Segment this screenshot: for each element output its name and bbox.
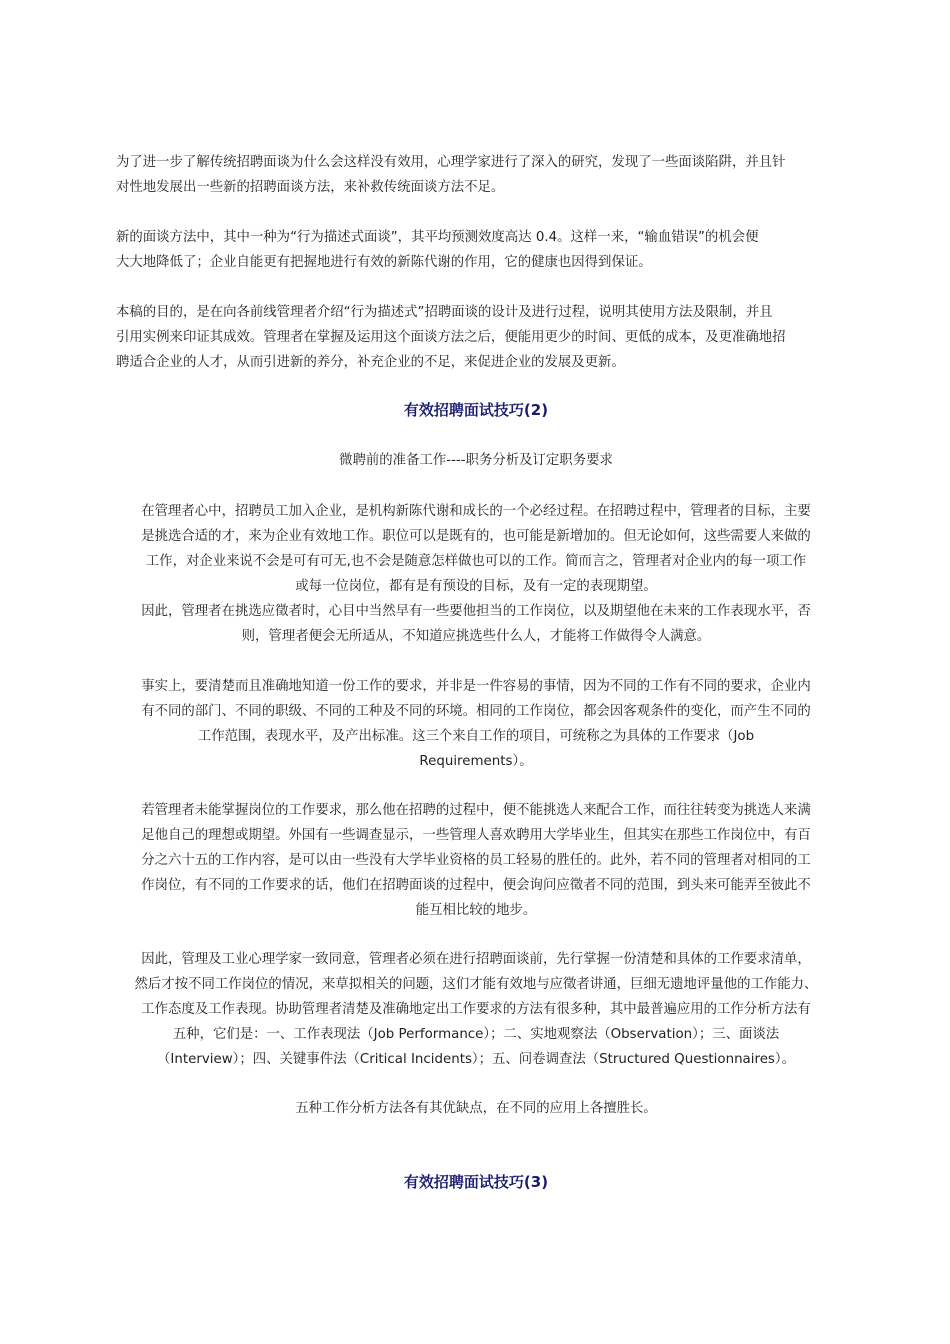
text-line: 则，管理者便会无所适从，不知道应挑选些什么人，才能将工作做得令人满意。 <box>241 629 711 644</box>
text-line: 分之六十五的工作内容，是可以由一些没有大学毕业资格的员工轻易的胜任的。此外，若不同的管理者对相同的工 <box>141 853 811 868</box>
paragraph-analysis-methods <box>116 947 836 1072</box>
text-line: （Interview）；四、关键事件法（Critical Incidents）；五、问卷调查法（Structured Questionnaires）。 <box>157 1052 795 1067</box>
paragraph-purpose <box>116 300 836 375</box>
text-line: 因此，管理及工业心理学家一致同意，管理者必须在进行招聘面谈前，先行掌握一份清楚和具体的工作要求清单， <box>141 952 811 967</box>
text-line: 有不同的部门、不同的职级、不同的工种及不同的环境。相同的工作岗位，都会因客观条件的变化，而产生不同的 <box>141 704 811 719</box>
paragraph-job-requirements <box>116 674 836 774</box>
section-heading: 有效招聘面试技巧(3) <box>403 1173 549 1191</box>
text-line: 在管理者心中，招聘员工加入企业，是机构新陈代谢和成长的一个必经过程。在招聘过程中，管理者的目标，主要 <box>141 504 811 519</box>
text-line: 是挑选合适的才，来为企业有效地工作。职位可以是既有的，也可能是新增加的。但无论如何，这些需要人来做的 <box>141 529 811 544</box>
text-line: 本稿的目的，是在向各前线管理者介绍“行为描述式”招聘面谈的设计及进行过程，说明其使用方法及限制，并且 <box>116 305 773 320</box>
text-line: 工作态度及工作表现。协助管理者清楚及准确地定出工作要求的方法有很多种，其中最普遍应用的工作分析方法有 <box>141 1002 811 1017</box>
text-line: 或每一位岗位，都有是有预设的目标，及有一定的表现期望。 <box>295 579 657 594</box>
text-line: 对性地发展出一些新的招聘面谈方法，来补救传统面谈方法不足。 <box>116 180 505 195</box>
text-line: 新的面谈方法中，其中一种为“行为描述式面谈”，其平均预测效度高达 0.4。这样一来，“输血错误”的机会便 <box>116 230 759 245</box>
paragraph-intro <box>116 150 836 200</box>
text-line: 五种工作分析方法各有其优缺点，在不同的应用上各擅胜长。 <box>295 1101 657 1116</box>
text-line: 作岗位，有不同的工作要求的话，他们在招聘面谈的过程中，便会询问应徵者不同的范围，到头来可能弄至彼此不 <box>141 878 811 893</box>
text-line: 为了进一步了解传统招聘面谈为什么会这样没有效用，心理学家进行了深入的研究，发现了一些面谈陷阱，并且针 <box>116 155 786 170</box>
text-line: 大大地降低了；企业自能更有把握地进行有效的新陈代谢的作用，它的健康也因得到保证。 <box>116 255 652 270</box>
text-line: Requirements）。 <box>419 754 533 769</box>
text-line: 引用实例来印证其成效。管理者在掌握及运用这个面谈方法之后，便能用更少的时间、更低的成本，及更准确地招 <box>116 330 786 345</box>
section-subtitle: 微聘前的准备工作----职务分析及订定职务要求 <box>339 453 613 468</box>
text-line: 事实上，要清楚而且准确地知道一份工作的要求，并非是一件容易的事情，因为不同的工作有不同的要求，企业内 <box>141 679 811 694</box>
text-line: 若管理者未能掌握岗位的工作要求，那么他在招聘的过程中，便不能挑选人来配合工作，而往往转变为挑选人来满 <box>141 803 811 818</box>
text-line: 聘适合企业的人才，从而引进新的养分，补充企业的不足，来促进企业的发展及更新。 <box>116 355 625 370</box>
section-heading: 有效招聘面试技巧(2) <box>403 401 549 419</box>
paragraph-summary <box>116 1096 836 1121</box>
text-line: 工作范围，表现水平，及产出标准。这三个来自工作的项目，可统称之为具体的工作要求（Job <box>197 729 755 744</box>
text-line: 五种，它们是：一、工作表现法（Job Performance）；二、实地观察法（Observation）；三、面谈法 <box>172 1027 780 1042</box>
paragraph-manager-goal <box>116 499 836 649</box>
text-line: 能互相比较的地步。 <box>415 903 537 918</box>
paragraph-new-method <box>116 225 836 275</box>
text-line: 足他自己的理想或期望。外国有一些调查显示，一些管理人喜欢聘用大学毕业生，但其实在那些工作岗位中，有百 <box>141 828 811 843</box>
text-line: 工作，对企业来说不会是可有可无,也不会是随意怎样做也可以的工作。简而言之，管理者对企业内的每一项工作 <box>145 554 807 569</box>
paragraph-consequences <box>116 798 836 923</box>
text-line: 然后才按不同工作岗位的情况，来草拟相关的问题，这们才能有效地与应徵者讲通，巨细无遗地评量他的工作能力、 <box>134 977 818 992</box>
text-line: 因此，管理者在挑选应徵者时，心目中当然早有一些要他担当的工作岗位，以及期望他在未来的工作表现水平，否 <box>141 604 811 619</box>
